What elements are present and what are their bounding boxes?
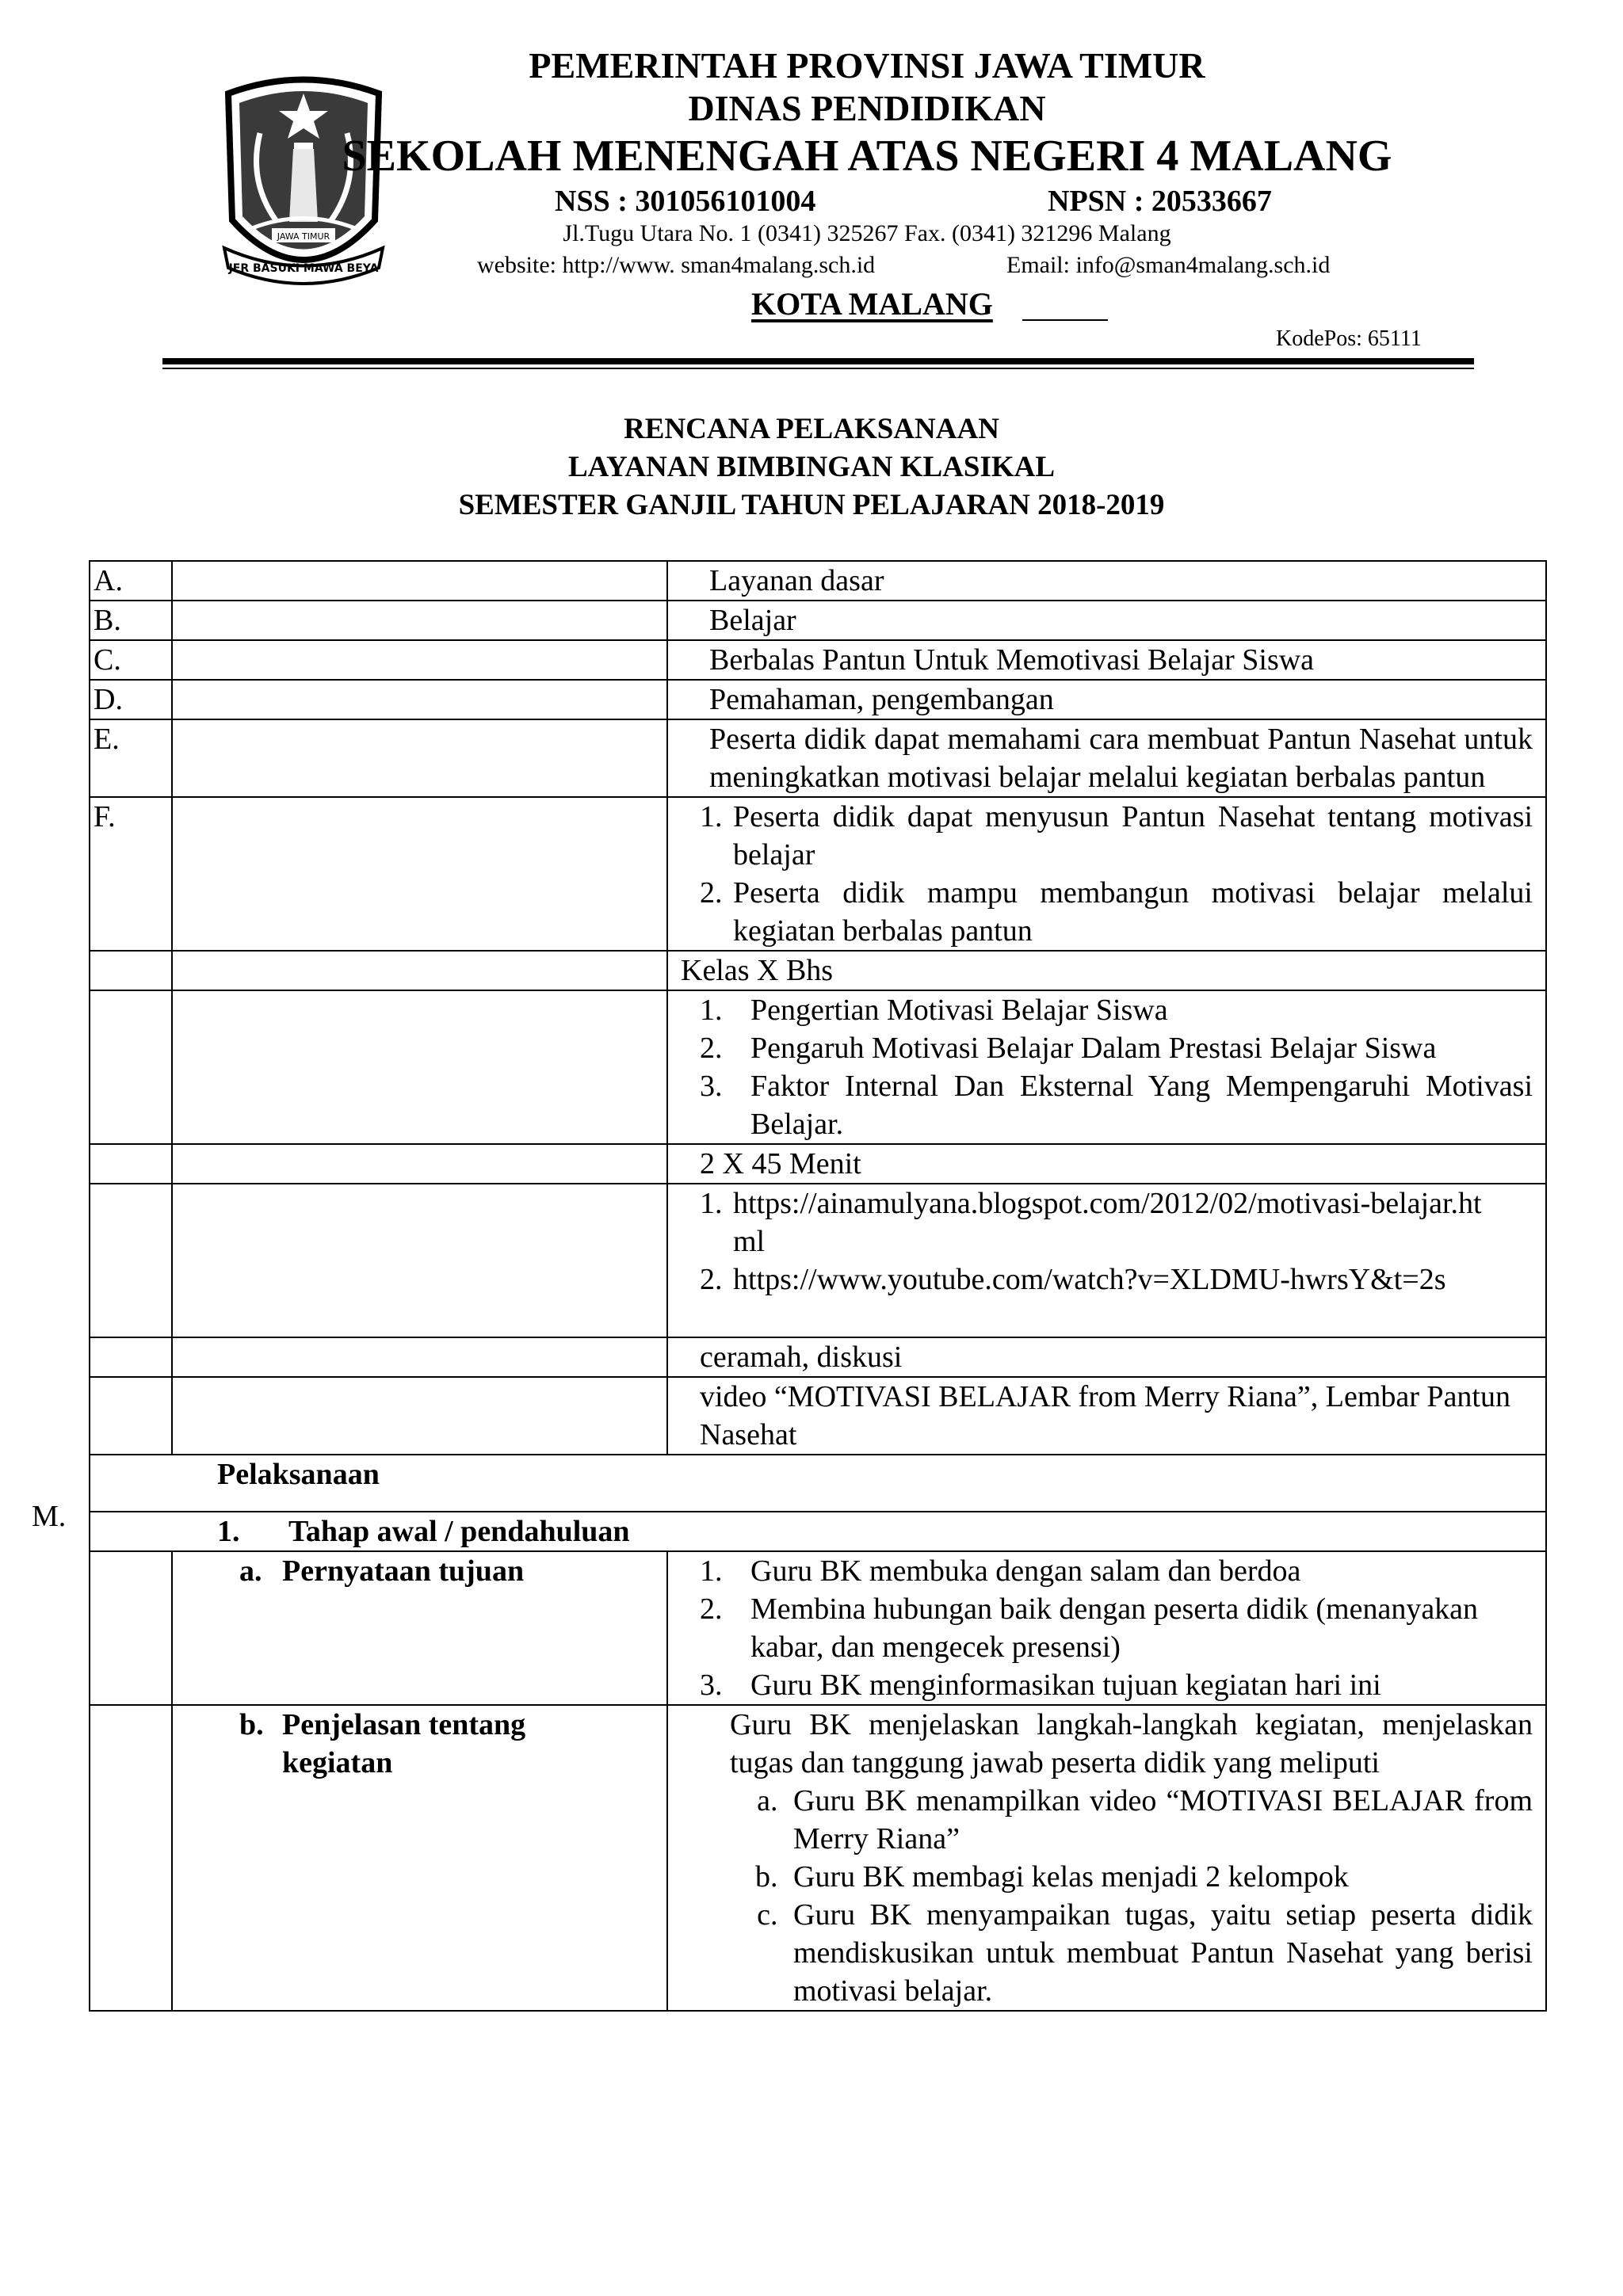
list-item: b. Guru BK membagi kelas menjadi 2 kelompok: [785, 1858, 1533, 1896]
objectives-list: [681, 798, 1533, 950]
row-value: Kelas X Bhs: [667, 951, 1546, 990]
row-label: A.: [90, 561, 172, 601]
table-row: [90, 719, 1546, 797]
table-row: [90, 680, 1546, 719]
list-item: 1. Peserta didik dapat menyusun Pantun Nasehat tentang motivasi belajar: [730, 798, 1533, 874]
table-row: [90, 797, 1546, 951]
table-row: [90, 1337, 1546, 1377]
letterhead-divider-thick: [162, 358, 1474, 364]
row-label: D.: [90, 680, 172, 719]
table-row: [90, 1377, 1546, 1455]
table-row: [90, 561, 1546, 601]
table-row: [90, 1455, 1546, 1512]
row-label: E.: [90, 719, 172, 797]
row-label: B.: [90, 601, 172, 640]
row-label: C.: [90, 640, 172, 680]
table-row: [90, 1512, 1546, 1551]
list-item: 3. Guru BK menginformasikan tujuan kegiatan hari ini: [730, 1666, 1533, 1704]
logo-motto: JER BASUKI MAWA BEYA: [228, 262, 379, 275]
source-link-1[interactable]: 1. https://ainamulyana.blogspot.com/2012/02/motivasi-belajar.html: [730, 1184, 1533, 1261]
header-school-name: SEKOLAH MENENGAH ATAS NEGERI 4 MALANG: [342, 132, 1392, 181]
table-row: [90, 1144, 1546, 1184]
table-row: [90, 1705, 1546, 2011]
substage-title: Pernyataan tujuan: [282, 1554, 525, 1588]
row-label: F.: [90, 797, 172, 951]
substage-letter: a.: [239, 1554, 262, 1588]
explanation-intro: Guru BK menjelaskan langkah-langkah kegiatan, menjelaskan tugas dan tanggung jawab peserta didik yang meliputi: [730, 1708, 1533, 1779]
stage-title: Tahap awal / pendahuluan: [288, 1515, 630, 1548]
header-government: PEMERINTAH PROVINSI JAWA TIMUR: [529, 45, 1205, 86]
sources-list: [681, 1184, 1533, 1299]
doc-title-line3: SEMESTER GANJIL TAHUN PELAJARAN 2018-2019: [458, 489, 1165, 521]
logo-top-text: JAWA TIMUR: [277, 231, 330, 242]
table-row: [90, 601, 1546, 640]
header-postal-code: KodePos: 65111: [1276, 326, 1422, 351]
section-heading: Pelaksanaan: [90, 1455, 1546, 1512]
header-email: Email: info@sman4malang.sch.id: [1006, 252, 1331, 278]
header-department: DINAS PENDIDIKAN: [688, 88, 1046, 128]
doc-title-line2: LAYANAN BIMBINGAN KLASIKAL: [567, 451, 1056, 483]
substage-title-cont: kegiatan: [282, 1746, 393, 1779]
row-value: Berbalas Pantun Untuk Memotivasi Belajar Siswa: [709, 643, 1315, 677]
list-item: a. Guru BK menampilkan video “MOTIVASI BELAJAR from Merry Riana”: [785, 1782, 1533, 1858]
row-value: 2 X 45 Menit: [700, 1147, 861, 1180]
row-value: Peserta didik dapat memahami cara membuat Pantun Nasehat untuk meningkatkan motivasi belajar melalui kegiatan berbalas pantun: [709, 723, 1533, 794]
header-nss: NSS : 301056101004: [555, 185, 816, 218]
table-row: [90, 951, 1546, 990]
source-link-2[interactable]: 2. https://www.youtube.com/watch?v=XLDMU-hwrsY&t=2s: [730, 1261, 1533, 1299]
header-address: Jl.Tugu Utara No. 1 (0341) 325267 Fax. (0341) 321296 Malang: [563, 220, 1171, 246]
list-item: 2. Pengaruh Motivasi Belajar Dalam Prestasi Belajar Siswa: [730, 1029, 1533, 1067]
header-website: website: http://www. sman4malang.sch.id: [477, 252, 876, 278]
table-row: [90, 990, 1546, 1144]
list-item: c. Guru BK menyampaikan tugas, yaitu setiap peserta didik mendiskusikan untuk membuat Pantun Nasehat yang berisi motivasi belajar.: [785, 1896, 1533, 2010]
table-row: [90, 640, 1546, 680]
plan-table: [89, 560, 1547, 2012]
stage-number: 1.: [217, 1515, 240, 1548]
list-item: 2. Membina hubungan baik dengan peserta didik (menanyakan kabar, dan mengecek presensi): [730, 1590, 1533, 1666]
city-underline: [1022, 319, 1108, 321]
substage-title: Penjelasan tentang: [282, 1708, 526, 1741]
row-value: video “MOTIVASI BELAJAR from Merry Riana”, Lembar Pantun Nasehat: [667, 1377, 1546, 1455]
row-value: Layanan dasar: [709, 564, 884, 597]
list-item: 2. Peserta didik mampu membangun motivasi belajar melalui kegiatan berbalas pantun: [730, 874, 1533, 950]
material-list: [681, 991, 1533, 1143]
row-value: ceramah, diskusi: [700, 1341, 903, 1374]
list-item: 3. Faktor Internal Dan Eksternal Yang Mempengaruhi Motivasi Belajar.: [730, 1067, 1533, 1143]
header-city: KOTA MALANG: [751, 286, 993, 322]
purpose-steps-list: [681, 1552, 1533, 1704]
header-npsn: NPSN : 20533667: [1048, 185, 1272, 218]
list-item: 1. Pengertian Motivasi Belajar Siswa: [730, 991, 1533, 1029]
explanation-list: [681, 1782, 1533, 2010]
list-item: 1. Guru BK membuka dengan salam dan berdoa: [730, 1552, 1533, 1590]
row-value: Belajar: [709, 604, 796, 637]
table-row: [90, 1184, 1546, 1337]
substage-letter: b.: [239, 1708, 264, 1741]
row-value: Pemahaman, pengembangan: [709, 683, 1054, 716]
letterhead-divider-thin: [162, 368, 1474, 369]
table-row: [90, 1551, 1546, 1705]
section-m-label: M.: [32, 1500, 67, 1533]
doc-title-line1: RENCANA PELAKSANAAN: [624, 413, 999, 445]
